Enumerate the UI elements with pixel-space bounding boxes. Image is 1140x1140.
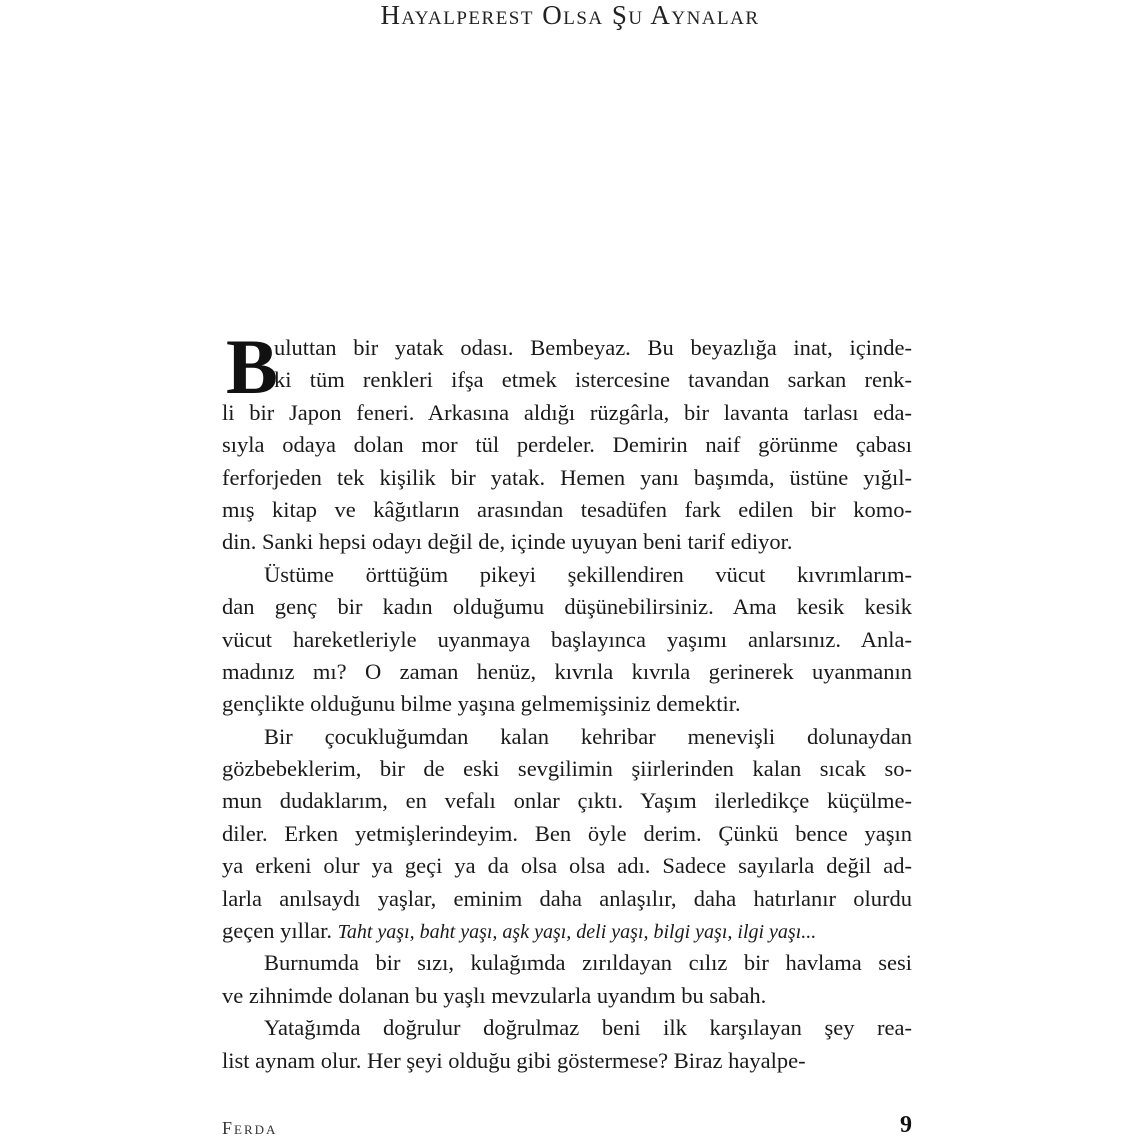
text-line: dan genç bir kadın olduğumu düşünebilirsiniz. Ama kesik kesik — [222, 594, 912, 620]
text-line: larla anılsaydı yaşlar, eminim daha anlaşılır, daha hatırlanır olurdu — [222, 885, 912, 911]
text-line: mış kitap ve kâğıtların arasından tesadüfen fark edilen bir komo- — [222, 496, 912, 522]
text-line: sıyla odaya dolan mor tül perdeler. Demirin naif görünme çabası — [222, 432, 912, 458]
text-line: gençlikte olduğunu bilme yaşına gelmemişsiniz demektir. — [222, 691, 741, 717]
text-line: vücut hareketleriyle uyanmaya başlayınca yaşımı anlarsınız. Anla- — [222, 626, 912, 652]
text-line: ferforjeden tek kişilik bir yatak. Hemen yanı başımda, üstüne yığıl- — [222, 464, 912, 490]
text-italic: Taht yaşı, baht yaşı, aşk yaşı, deli yaşı, bilgi yaşı, ilgi yaşı... — [337, 921, 817, 944]
drop-cap: B — [226, 323, 279, 410]
text-roman: geçen yıllar. — [222, 918, 338, 944]
text-line: ya erkeni olur ya geçi ya da olsa olsa adı. Sadece sayılarla değil ad- — [222, 853, 912, 879]
text-line: diler. Erken yetmişlerindeyim. Ben öyle derim. Çünkü bence yaşın — [222, 820, 912, 846]
text-line: Üstüme örttüğüm pikeyi şekillendiren vücut kıvrımlarım- — [264, 561, 912, 587]
text-line: ki tüm renkleri ifşa etmek istercesine tavandan sarkan renk- — [274, 367, 912, 393]
running-head-title: Hayalperest Olsa Şu Aynalar — [380, 0, 760, 30]
body-text — [222, 323, 912, 1077]
text-line: madınız mı? O zaman henüz, kıvrıla kıvrıla gerinerek uyanmanın — [222, 658, 912, 684]
text-line: Bir çocukluğumdan kalan kehribar menevişli dolunaydan — [264, 723, 912, 749]
text-line: list aynam olur. Her şeyi olduğu gibi göstermese? Biraz hayalpe- — [222, 1047, 806, 1073]
text-line: Yatağımda doğrulur doğrulmaz beni ilk karşılayan şey rea- — [264, 1015, 912, 1041]
text-line: din. Sanki hepsi odayı değil de, içinde uyuyan beni tarif ediyor. — [222, 529, 793, 555]
page-number: 9 — [900, 1112, 912, 1138]
text-line: mun dudaklarım, en vefalı onlar çıktı. Yaşım ilerledikçe küçülme- — [222, 788, 912, 814]
text-line: Burnumda bir sızı, kulağımda zırıldayan cılız bir havlama sesi — [264, 950, 912, 976]
text-line: li bir Japon feneri. Arkasına aldığı rüzgârla, bir lavanta tarlası eda- — [222, 399, 912, 425]
text-line — [222, 915, 912, 947]
text-line: uluttan bir yatak odası. Bembeyaz. Bu beyazlığa inat, içinde- — [274, 335, 912, 360]
text-line: ve zihnimde dolanan bu yaşlı mevzularla uyandım bu sabah. — [222, 982, 767, 1008]
footer-author: Ferda — [222, 1118, 278, 1138]
text-line: gözbebeklerim, bir de eski sevgilimin şiirlerinden kalan sıcak so- — [222, 756, 912, 782]
